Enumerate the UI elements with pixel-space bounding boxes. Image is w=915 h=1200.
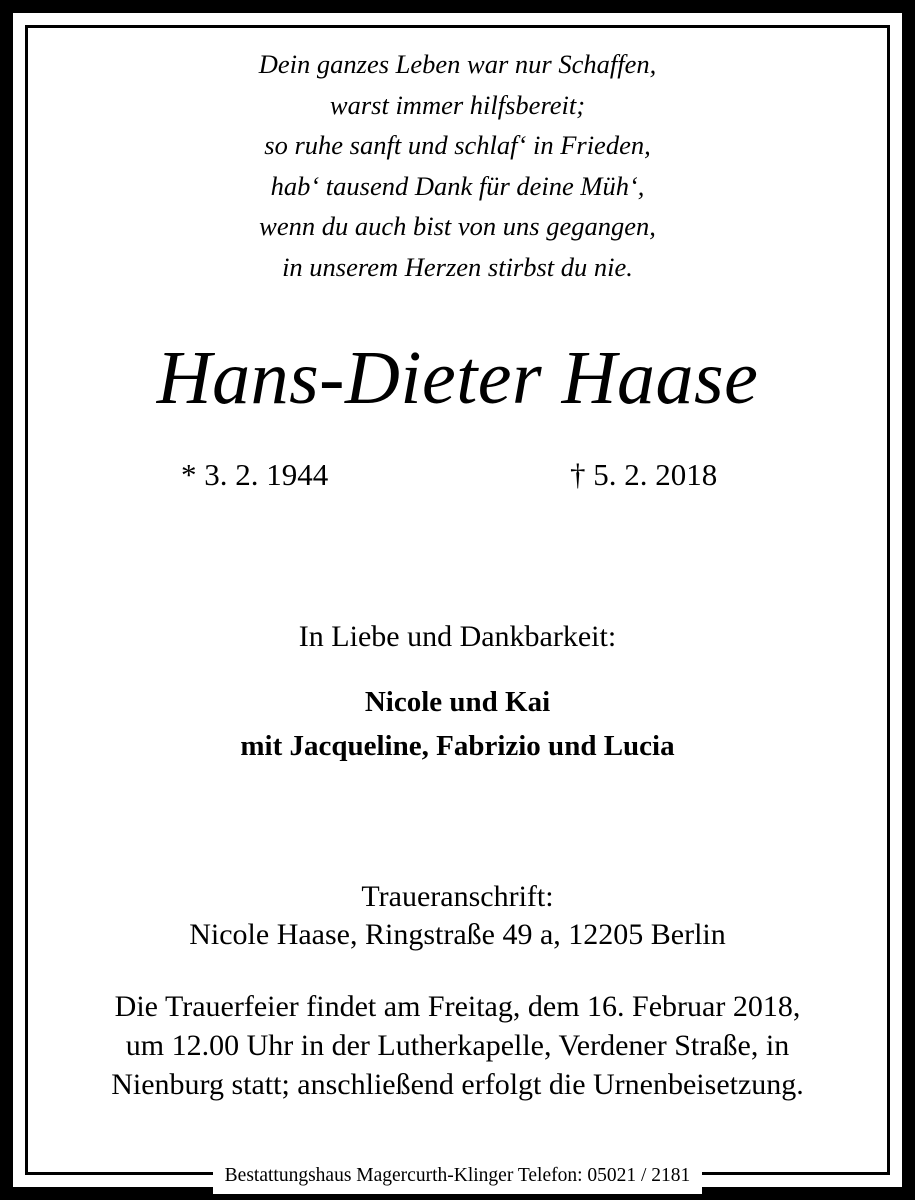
deceased-name: Hans-Dieter Haase — [156, 336, 759, 420]
mourner-line: mit Jacqueline, Fabrizio und Lucia — [240, 730, 675, 762]
poem — [0, 44, 915, 287]
poem-line: warst immer hilfsbereit; — [329, 89, 586, 120]
address-label: Traueranschrift: — [361, 880, 554, 913]
poem-line: in unserem Herzen stirbst du nie. — [282, 251, 633, 282]
death-date: † 5. 2. 2018 — [570, 457, 718, 492]
funeral-line: Die Trauerfeier findet am Freitag, dem 16. Februar 2018, — [114, 990, 801, 1023]
mourners-intro: In Liebe und Dankbarkeit: — [298, 620, 617, 653]
mourning-address — [0, 878, 915, 954]
poem-line: Dein ganzes Leben war nur Schaffen, — [258, 49, 657, 79]
poem-line: so ruhe sanft und schlaf‘ in Frieden, — [264, 130, 651, 160]
undertaker-info: Bestattungshaus Magercurth-Klinger Telefon: 05021 / 2181 — [213, 1158, 703, 1194]
funeral-line: Nienburg statt; anschließend erfolgt die Urnenbeisetzung. — [111, 1068, 804, 1101]
mourner-line: Nicole und Kai — [364, 686, 551, 718]
poem-line: hab‘ tausend Dank für deine Müh‘, — [270, 170, 645, 201]
mourners-names — [0, 680, 915, 768]
funeral-line: um 12.00 Uhr in der Lutherkapelle, Verdener Straße, in — [125, 1029, 790, 1062]
funeral-notice — [0, 987, 915, 1104]
poem-line: wenn du auch bist von uns gegangen, — [259, 211, 656, 241]
footer — [0, 1158, 915, 1194]
birth-date: * 3. 2. 1944 — [181, 457, 329, 492]
address-value: Nicole Haase, Ringstraße 49 a, 12205 Berlin — [189, 918, 726, 951]
